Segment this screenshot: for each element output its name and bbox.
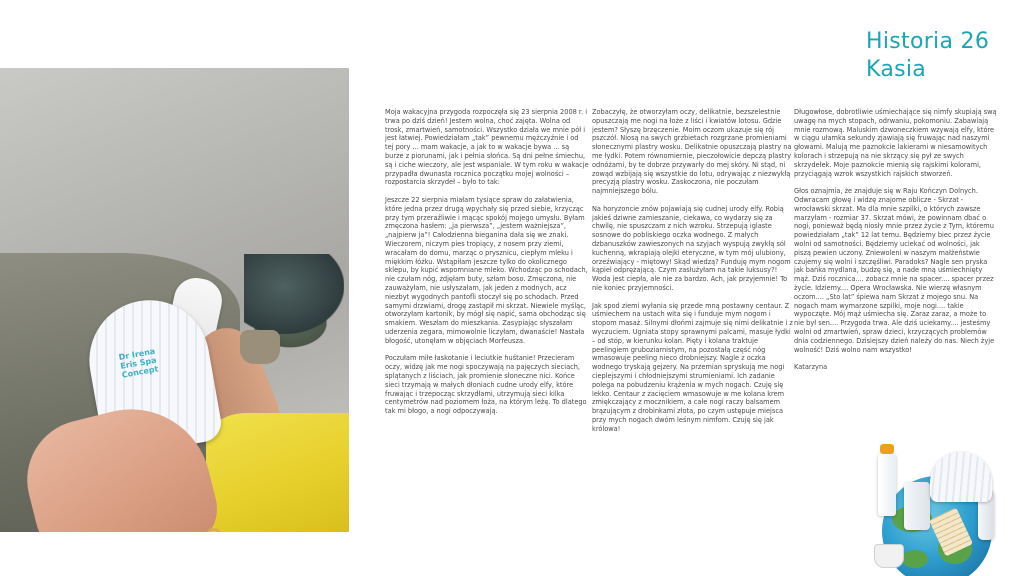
paragraph: Poczułam miłe łaskotanie i leciutkie huśtanie! Przecieram oczy, widzę jak me nogi spoczywają na pajęczych sieciach, splątanych z liściach, jak promienie słoneczne nici. Końce sieci trzymają w małych dłoniach cudne urody elfy, które fruwając i trzepocząc skrzydłami, utrzymują sieci kilka centymetrów nad poziomem łoża, na którym leżę. To dlatego tak mi błogo, a nogi odpoczywają. [385, 354, 587, 416]
page-title [866, 28, 1016, 84]
signature: Katarzyna [794, 363, 828, 372]
shell-icon [930, 452, 992, 502]
legs-photo [0, 68, 349, 532]
paragraph: Jak spod ziemi wyłania się przede mną postawny centaur. Z uśmiechem na ustach wita się i funduje mym nogom i stopom masaż. Silnymi dłońmi zajmuje się nimi delikatnie i z wyczuciem. Ugniata stopy sprawnymi palcami, masuje łydki – od stóp, w kierunku kolan. Pięty i kolana traktuje peelingiem gruboziarnistym, na pozostałą część nóg wmasowuje peeling nieco drobniejszy. Nagle z oczka wodnego tryskają gejzery. Na przemian spryskują me nogi cieplejszymi i chłodniejszymi strumieniami. Ich zadanie polega na pobudzeniu krążenia w mych nogach. Czuję się lekko. Centaur z zacięciem wmasowuje w me kolana krem zmiękczający z mocznikiem, a całe nogi raczy balsamem brązującym z drobinkami złota, po czym ustępuje miejsca przy mych nogach dwóm leśnym nimfom. Czuję się jak królowa! [592, 301, 793, 433]
story-column-3 [794, 108, 998, 381]
story-column-2 [592, 108, 794, 442]
globe-illustration [866, 452, 1008, 576]
paragraph: Głos oznajmia, że znajduje się w Raju Kończyn Dolnych. Odwracam głowę i widzę znajome oblicze - Skrzat - wrocławski skrzat. Ma dla mnie szpilki, o których zawsze marzyłam - rozmiar 37. Skrzat mówi, że powinnam dbać o nogi, ponieważ będą niosły mnie przez życie z Tym, któremu powiedziałam „tak” 12 lat temu. Będziemy biec przez życie wolni od samotności. Będziemy uciekać od wolności, jak piszą pewien uczony. Zniewoleni w naszym małżeństwie czujemy się wolni i szczęśliwi. Paradoks? Nagle sen pryska jak bańka mydlana, budzę się, a nade mną uśmiechnięty mąż. Dziś rocznica.... zobacz mnie na spacer.... spacer przez życie. Idziemy.... Opera Wrocławska. Nie wierzę własnym oczom.... „Sto lat” śpiewa nam Skrzat z mojego snu. Na nogach mam wymarzone szpilki, moje nogi.... takie wypoczęte. Mój mąż uśmiecha się. Zaraz zaraz, a może to nie był sen.... Przygoda trwa. Ale dziś uciekamy.... jesteśmy wolni od zmartwień, spraw dzieci, krzyczących problemów dnia codziennego. Dzisiejszy dzień należy do nas. Niech żyje wolność! Dziś wolno nam wszystko! [794, 187, 995, 354]
cosmetic-box-icon [904, 482, 930, 530]
paragraph: Na horyzoncie znów pojawiają się cudnej urody elfy. Robią jakieś dziwne zamieszanie, ciekawa, co wydarzy się za chwilę, nie spuszczam z nich wzroku. Strzepują iglaste sosnowe do pobliskiego oczka wodnego. Z małych dzbanuszków zawieszonych na szyjach wyspują zwykłą sól kuchenną, wkrapiają olejki eteryczne, w tym mój ulubiony, orzeźwiający - miętowy! Skąd wiedzą? Funduję mym nogom kąpiel odprężającą. Czym zasłużyłam na takie luksusy?! Woda jest ciepła, ale nie za bardzo. Ach, jak przyjemnie! To nie koniec przyjemności. [592, 204, 791, 292]
paragraph: Długowłose, dobrotliwie uśmiechające się nimfy skupiają swą uwagę na mych stopach, odrwaniu, pokomoniu. Zabawiają mnie rozmową. Maluskim dzwoneczkiem wzywają elfy, które w ciągu ułamka sekundy zjawiają się fruwając nad naszymi głowami. Malują me paznokcie lakierami w niesamowitych kolorach i strzepują na nie skrzący się pył ze swych skrzydełek. Moje paznokcie mienią się rajskimi kolorami, przyciągają wzrok wszystkich rajskich stworzeń. [794, 108, 997, 178]
gold-ring-2-icon [207, 528, 221, 532]
sandal [240, 330, 280, 364]
cosmetic-bottle-icon [878, 452, 896, 516]
yellow-skirt [206, 413, 349, 532]
shell-package-label: Dr Irena Eris Spa Concept [118, 346, 159, 380]
cup-icon [874, 544, 904, 568]
author-name: Kasia [866, 57, 927, 82]
bronze-dwarf-statue [244, 254, 344, 334]
paragraph: Moja wakacyjna przygoda rozpoczęła się 23 sierpnia 2008 r. i trwa po dziś dzień! Jestem wolna, choć zajęta. Wolna od trosk, zmartwień, samotności. Wszystko działa we mnie pół i jest łatwiej. Powiedziałam „tak” pewnemu mężczyźnie i od tej pory ... mam wakacje, a jak to w wakacje bywa ... są burze z piorunami, jak i pełnia słońca. Są dni pełne śmiechu, są i ciche wieczory, ale jest wspaniale. W tym roku w wakacje przypadła dwunasta rocznica początku mojej wolności – rozpostarcia skrzydeł – było to tak: [385, 108, 589, 187]
story-column-1 [385, 108, 589, 425]
paragraph: Jeszcze 22 sierpnia miałam tysiące spraw do załatwienia, które jedna przez drugą wpychały się przed siebie, krzycząc przy tym przeraźliwie i mącąc spokój mojego umysłu. Byłam zmęczona hasłem: „ja pierwsza”, „jestem ważniejsza”, „najpierw ja”! Całodzienna bieganina dała się we znaki. Wieczorem, niczym pies tropiący, z nosem przy ziemi, wracałam do domu, marząc o prysznicu, ciepłym mleku i miękkim łóżku. Wstąpiłam jeszcze tylko do okolicznego sklepu, by kupić wspomniane mleko. Wchodząc po schodach, nie czułam nóg, zdjęłam buty, szłam boso. Zmęczona, nie zauważyłam, nie usłyszałam, jak jeden z modnych, acz niezbyt wygodnych pantofli stoczył się po schodach. Przed samymi drzwiami, drogę zastąpił mi skrzat. Niewiele myśląc, otworzyłam kartonik, by mógł się napić, sama obchodząc się smakiem. Weszłam do mieszkania. Zasypiając słyszałam uderzenia zegara, mimowolnie liczyłam, dwanaście! Nastała błogość, utonęłam w objęciach Morfeusza. [385, 195, 588, 345]
story-number: Historia 26 [866, 29, 990, 54]
paragraph: Zobaczyłę, że otworzyłam oczy, delikatnie, bezszelestnie opuszczają me nogi na łoże z liści i kwiatów lotosu. Gdzie jestem? Słyszę brzęczenie. Moim oczom ukazuje się rój pszczół. Niosą na swych grzbietach rozgrzane promieniami słonecznymi plastry wosku. Delikatnie opuszczają plastry na me łydki. Potem równomiernie, pieczołowicie depczą plastry odnóżami, by te dobrze przywarły do mej skóry. Ni stąd, ni zowąd wzbijają się wszystkie do lotu, odrywając z niezwykłą precyzją plastry wosku. Zaskoczona, nie poczułam najmniejszego bólu. [592, 108, 792, 196]
